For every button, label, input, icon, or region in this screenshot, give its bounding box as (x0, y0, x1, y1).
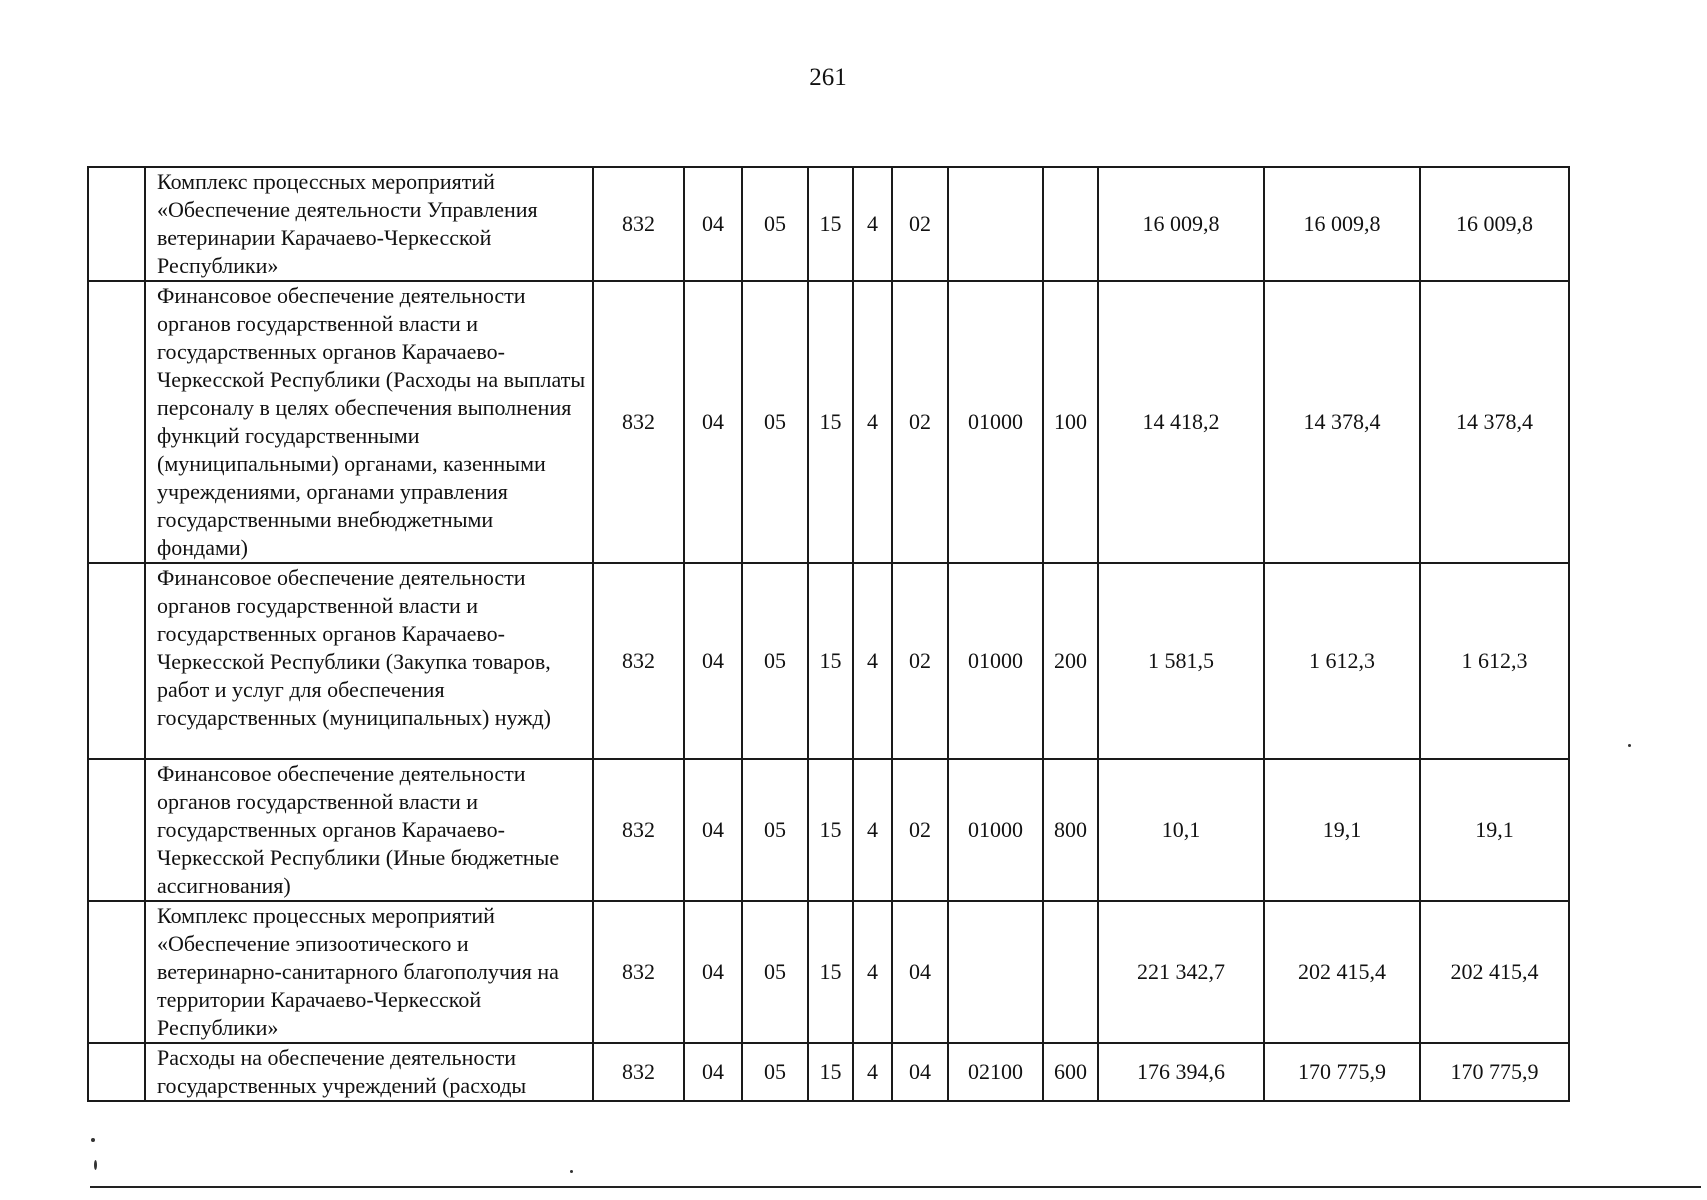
scan-edge-line (90, 1186, 1701, 1188)
type-code: 4 (853, 901, 892, 1043)
expense-kind-code: 600 (1043, 1043, 1098, 1101)
structure-code: 02 (892, 759, 948, 901)
item-name: Комплекс процессных мероприятий «Обеспечение эпизоотического и ветеринарно-санитарного благополучия на территории Карачаево-Черкесской Республики» (145, 901, 593, 1043)
amount-year-1: 221 342,7 (1098, 901, 1264, 1043)
expense-kind-code: 100 (1043, 281, 1098, 563)
direction-code (948, 901, 1043, 1043)
type-code: 4 (853, 759, 892, 901)
amount-year-1: 10,1 (1098, 759, 1264, 901)
section-code: 04 (684, 1043, 742, 1101)
amount-year-2: 14 378,4 (1264, 281, 1420, 563)
subsection-code: 05 (742, 563, 808, 759)
item-name: Финансовое обеспечение деятельности органов государственной власти и государственных органов Карачаево-Черкесской Республики (Закупка товаров, работ и услуг для обеспечения государственных (муниципальных) нужд) (145, 563, 593, 759)
table-row (88, 167, 1569, 281)
amount-year-1: 1 581,5 (1098, 563, 1264, 759)
ministry-code: 832 (593, 281, 684, 563)
amount-year-3: 19,1 (1420, 759, 1569, 901)
expense-kind-code: 800 (1043, 759, 1098, 901)
program-code: 15 (808, 1043, 853, 1101)
section-code: 04 (684, 901, 742, 1043)
ministry-code: 832 (593, 759, 684, 901)
program-code: 15 (808, 281, 853, 563)
table-row (88, 759, 1569, 901)
ministry-code: 832 (593, 563, 684, 759)
type-code: 4 (853, 1043, 892, 1101)
amount-year-3: 14 378,4 (1420, 281, 1569, 563)
type-code: 4 (853, 563, 892, 759)
expense-kind-code: 200 (1043, 563, 1098, 759)
structure-code: 02 (892, 563, 948, 759)
table-row (88, 1043, 1569, 1101)
item-name: Расходы на обеспечение деятельности государственных учреждений (расходы (145, 1043, 593, 1101)
item-name: Финансовое обеспечение деятельности органов государственной власти и государственных органов Карачаево-Черкесской Республики (Расходы на выплаты персоналу в целях обеспечения выполнения функций государственными (муниципальными) органами, казенными учреждениями, органами управления государственными внебюджетными фондами) (145, 281, 593, 563)
subsection-code: 05 (742, 167, 808, 281)
item-name: Финансовое обеспечение деятельности органов государственной власти и государственных органов Карачаево-Черкесской Республики (Иные бюджетные ассигнования) (145, 759, 593, 901)
amount-year-1: 16 009,8 (1098, 167, 1264, 281)
direction-code: 02100 (948, 1043, 1043, 1101)
program-code: 15 (808, 759, 853, 901)
index-cell (88, 167, 145, 281)
amount-year-2: 170 775,9 (1264, 1043, 1420, 1101)
section-code: 04 (684, 759, 742, 901)
expense-kind-code (1043, 901, 1098, 1043)
budget-table (87, 166, 1570, 1102)
scan-speck (570, 1170, 573, 1173)
subsection-code: 05 (742, 281, 808, 563)
section-code: 04 (684, 167, 742, 281)
expense-kind-code (1043, 167, 1098, 281)
scan-speck (1628, 744, 1631, 747)
program-code: 15 (808, 901, 853, 1043)
direction-code (948, 167, 1043, 281)
index-cell (88, 563, 145, 759)
direction-code: 01000 (948, 563, 1043, 759)
table-row (88, 901, 1569, 1043)
program-code: 15 (808, 563, 853, 759)
amount-year-1: 14 418,2 (1098, 281, 1264, 563)
amount-year-2: 1 612,3 (1264, 563, 1420, 759)
program-code: 15 (808, 167, 853, 281)
scan-speck (91, 1138, 95, 1142)
direction-code: 01000 (948, 759, 1043, 901)
index-cell (88, 281, 145, 563)
structure-code: 02 (892, 281, 948, 563)
ministry-code: 832 (593, 167, 684, 281)
ministry-code: 832 (593, 1043, 684, 1101)
amount-year-2: 19,1 (1264, 759, 1420, 901)
type-code: 4 (853, 281, 892, 563)
direction-code: 01000 (948, 281, 1043, 563)
type-code: 4 (853, 167, 892, 281)
structure-code: 04 (892, 901, 948, 1043)
amount-year-3: 16 009,8 (1420, 167, 1569, 281)
subsection-code: 05 (742, 1043, 808, 1101)
amount-year-3: 170 775,9 (1420, 1043, 1569, 1101)
index-cell (88, 1043, 145, 1101)
page-number: 261 (809, 64, 847, 91)
amount-year-2: 16 009,8 (1264, 167, 1420, 281)
amount-year-2: 202 415,4 (1264, 901, 1420, 1043)
index-cell (88, 901, 145, 1043)
amount-year-1: 176 394,6 (1098, 1043, 1264, 1101)
table-row (88, 563, 1569, 759)
section-code: 04 (684, 281, 742, 563)
amount-year-3: 1 612,3 (1420, 563, 1569, 759)
ministry-code: 832 (593, 901, 684, 1043)
item-name: Комплекс процессных мероприятий «Обеспечение деятельности Управления ветеринарии Карачаево-Черкесской Республики» (145, 167, 593, 281)
structure-code: 04 (892, 1043, 948, 1101)
section-code: 04 (684, 563, 742, 759)
table-row (88, 281, 1569, 563)
subsection-code: 05 (742, 759, 808, 901)
subsection-code: 05 (742, 901, 808, 1043)
index-cell (88, 759, 145, 901)
amount-year-3: 202 415,4 (1420, 901, 1569, 1043)
structure-code: 02 (892, 167, 948, 281)
scan-speck (94, 1160, 97, 1170)
